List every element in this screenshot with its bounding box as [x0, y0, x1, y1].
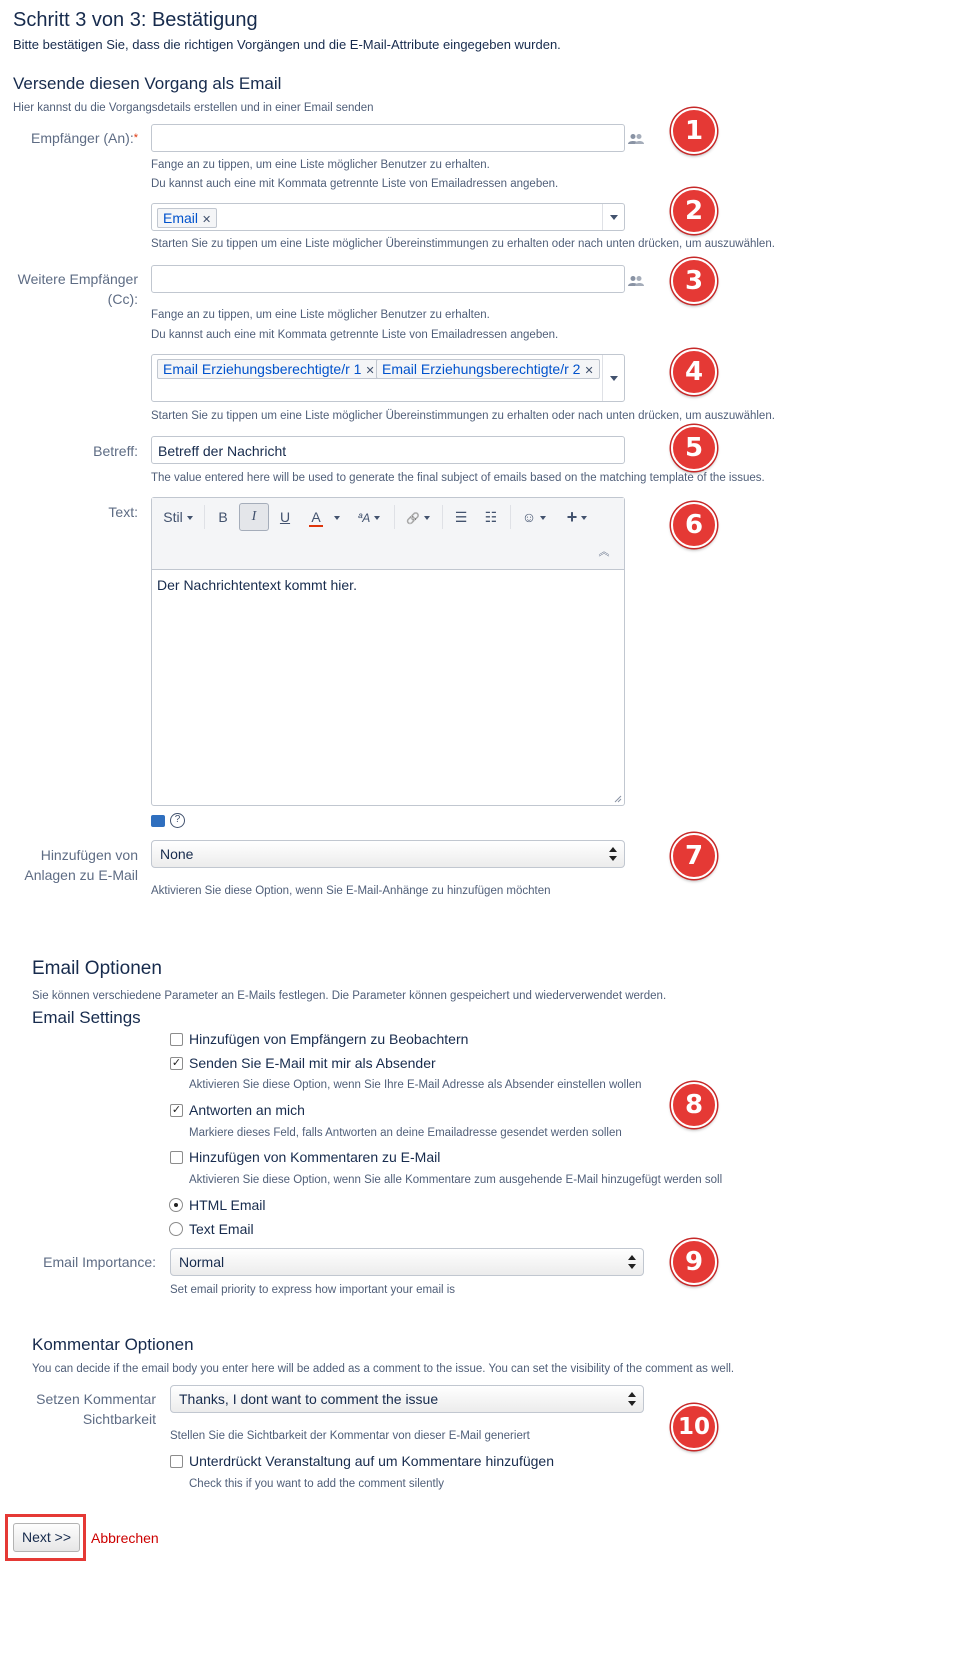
toolbar-divider [510, 505, 511, 529]
annotation-badge-9: 9 [671, 1239, 717, 1285]
tag-guardian-email-2[interactable]: Email Erziehungsberechtigte/r 2 ✕ [376, 359, 600, 379]
style-dropdown[interactable]: Stil [158, 503, 198, 531]
attachment-folder-icon[interactable] [151, 815, 165, 827]
email-options-description: Sie können verschiedene Parameter an E-Mails festlegen. Die Parameter können gespeichert und wiederverwendet werden. [32, 990, 667, 1002]
rich-text-editor [151, 497, 625, 806]
subject-input[interactable]: Betreff der Nachricht [151, 436, 625, 464]
tag-email[interactable]: Email ✕ [157, 208, 217, 228]
to-help-2: Du kannst auch eine mit Kommata getrennte Liste von Emailadressen angeben. [151, 178, 559, 190]
cc-attribute-select[interactable] [151, 354, 625, 402]
subject-label: Betreff: [93, 443, 138, 459]
chevron-down-icon [610, 376, 618, 381]
cc-attribute-help: Starten Sie zu tippen um eine Liste möglicher Übereinstimmungen zu erhalten oder nach unten drücken, um auszuwählen. [151, 410, 775, 422]
cc-input[interactable] [151, 265, 625, 293]
body-label: Text: [108, 504, 138, 520]
select-arrows-icon [628, 1392, 636, 1406]
reply-to-option-label: Antworten an mich [189, 1102, 305, 1118]
text-color-button[interactable]: A [311, 509, 321, 525]
annotation-badge-3: 3 [671, 258, 717, 304]
emoji-dropdown[interactable] [516, 503, 552, 531]
editor-content[interactable]: Der Nachrichtentext kommt hier. [157, 577, 357, 593]
numbered-list-button[interactable]: ☷ [484, 509, 498, 525]
link-icon: 🔗 [406, 513, 420, 525]
comment-options-title: Kommentar Optionen [32, 1335, 194, 1354]
watchers-option-label: Hinzufügen von Empfängern zu Beobachtern [189, 1031, 469, 1047]
importance-select[interactable]: Normal [170, 1248, 644, 1276]
text-email-radio[interactable] [169, 1222, 183, 1236]
sender-option-label: Senden Sie E-Mail mit mir als Absender [189, 1055, 436, 1071]
annotation-badge-5: 5 [671, 425, 717, 471]
italic-button[interactable]: I [239, 503, 269, 531]
send-section-description: Hier kannst du die Vorgangsdetails erstellen und in einer Email senden [13, 102, 374, 114]
cc-field-label: Weitere Empfänger (Cc): [17, 271, 138, 307]
sender-checkbox[interactable]: ✓ [171, 1057, 182, 1069]
page-title: Schritt 3 von 3: Bestätigung [13, 9, 258, 31]
page-subtitle: Bitte bestätigen Sie, dass die richtigen Vorgängen und die E-Mail-Attribute eingegeben wurden. [13, 37, 561, 52]
reply-to-checkbox[interactable]: ✓ [171, 1104, 182, 1116]
subject-help: The value entered here will be used to generate the final subject of emails based on the matching template of the issues. [151, 472, 765, 484]
html-email-label: HTML Email [189, 1197, 266, 1213]
comment-visibility-help: Stellen Sie die Sichtbarkeit der Kommentar von dieser E-Mail generiert [170, 1430, 530, 1442]
attachments-help: Aktivieren Sie diese Option, wenn Sie E-Mail-Anhänge zu hinzufügen möchten [151, 885, 551, 897]
comment-visibility-label: Setzen Kommentar Sichtbarkeit [36, 1391, 156, 1427]
underline-button[interactable]: U [279, 509, 291, 525]
resize-handle-icon[interactable] [614, 795, 622, 803]
user-picker-icon[interactable] [628, 275, 645, 287]
cc-attribute-dropdown-button[interactable] [602, 355, 624, 401]
importance-label: Email Importance: [43, 1254, 156, 1270]
suppress-event-checkbox[interactable] [170, 1455, 183, 1468]
to-attribute-dropdown-button[interactable] [602, 204, 624, 230]
chevron-down-icon[interactable] [334, 516, 340, 520]
annotation-badge-6: 6 [671, 502, 717, 548]
chevron-down-icon [610, 215, 618, 220]
cancel-link[interactable]: Abbrechen [91, 1530, 159, 1546]
comments-checkbox[interactable] [170, 1151, 183, 1164]
importance-help: Set email priority to express how important your email is [170, 1284, 456, 1296]
to-attribute-select[interactable] [151, 203, 625, 231]
collapse-toolbar-icon[interactable]: ︽ [598, 546, 610, 558]
next-button[interactable]: Next >> [13, 1523, 80, 1552]
select-arrows-icon [628, 1255, 636, 1269]
send-section-title: Versende diesen Vorgang als Email [13, 74, 282, 93]
to-input[interactable] [151, 124, 625, 152]
comments-option-help: Aktivieren Sie diese Option, wenn Sie alle Kommentare zum ausgehende E-Mail hinzugefügt werden soll [189, 1174, 723, 1186]
toolbar-divider [394, 505, 395, 529]
html-email-radio[interactable] [169, 1198, 183, 1212]
font-size-dropdown[interactable]: ªA [350, 503, 388, 531]
email-options-title: Email Optionen [32, 958, 162, 979]
toolbar-divider [442, 505, 443, 529]
editor-toolbar [152, 498, 624, 570]
to-field-label: Empfänger (An):* [31, 130, 138, 146]
email-settings-title: Email Settings [32, 1008, 141, 1027]
suppress-event-label: Unterdrückt Veranstaltung auf um Kommentare hinzufügen [189, 1453, 554, 1469]
suppress-event-help: Check this if you want to add the comment silently [189, 1478, 445, 1490]
comment-visibility-select[interactable]: Thanks, I dont want to comment the issue [170, 1385, 644, 1413]
remove-icon[interactable]: ✕ [584, 365, 594, 377]
text-email-label: Text Email [189, 1221, 254, 1237]
select-arrows-icon [609, 847, 617, 861]
cc-help-1: Fange an zu tippen, um eine Liste möglicher Benutzer zu erhalten. [151, 309, 490, 321]
comment-options-description: You can decide if the email body you enter here will be added as a comment to the issue. You can set the visibility of the comment as well. [32, 1363, 735, 1375]
plus-icon: + [566, 507, 578, 527]
cc-help-2: Du kannst auch eine mit Kommata getrennte Liste von Emailadressen angeben. [151, 329, 559, 341]
annotation-badge-8: 8 [671, 1082, 717, 1128]
annotation-badge-7: 7 [671, 833, 717, 879]
remove-icon[interactable]: ✕ [365, 365, 375, 377]
annotation-badge-1: 1 [671, 108, 717, 154]
help-icon[interactable]: ? [170, 813, 185, 828]
comments-option-label: Hinzufügen von Kommentaren zu E-Mail [189, 1149, 441, 1165]
to-attribute-help: Starten Sie zu tippen um eine Liste möglicher Übereinstimmungen zu erhalten oder nach unten drücken, um auszuwählen. [151, 238, 775, 250]
to-help-1: Fange an zu tippen, um eine Liste möglicher Benutzer zu erhalten. [151, 159, 490, 171]
bold-button[interactable]: B [218, 509, 228, 525]
attachments-select[interactable]: None [151, 840, 625, 868]
tag-guardian-email-1[interactable]: Email Erziehungsberechtigte/r 1 ✕ [157, 359, 381, 379]
remove-icon[interactable]: ✕ [202, 214, 212, 226]
bullet-list-button[interactable]: ☰ [454, 509, 468, 525]
annotation-badge-4: 4 [671, 349, 717, 395]
toolbar-divider [204, 505, 205, 529]
sender-option-help: Aktivieren Sie diese Option, wenn Sie Ihre E-Mail Adresse als Absender einstellen wollen [189, 1079, 642, 1091]
user-picker-icon[interactable] [628, 133, 645, 145]
emoji-icon: ☺ [521, 509, 537, 525]
attachments-label: Hinzufügen von Anlagen zu E-Mail [24, 847, 138, 883]
watchers-checkbox[interactable] [170, 1033, 183, 1046]
annotation-badge-10: 10 [671, 1404, 717, 1450]
reply-to-option-help: Markiere dieses Feld, falls Antworten an deine Emailadresse gesendet werden sollen [189, 1127, 622, 1139]
insert-dropdown[interactable] [560, 503, 594, 531]
annotation-badge-2: 2 [671, 188, 717, 234]
link-dropdown[interactable] [400, 503, 436, 531]
